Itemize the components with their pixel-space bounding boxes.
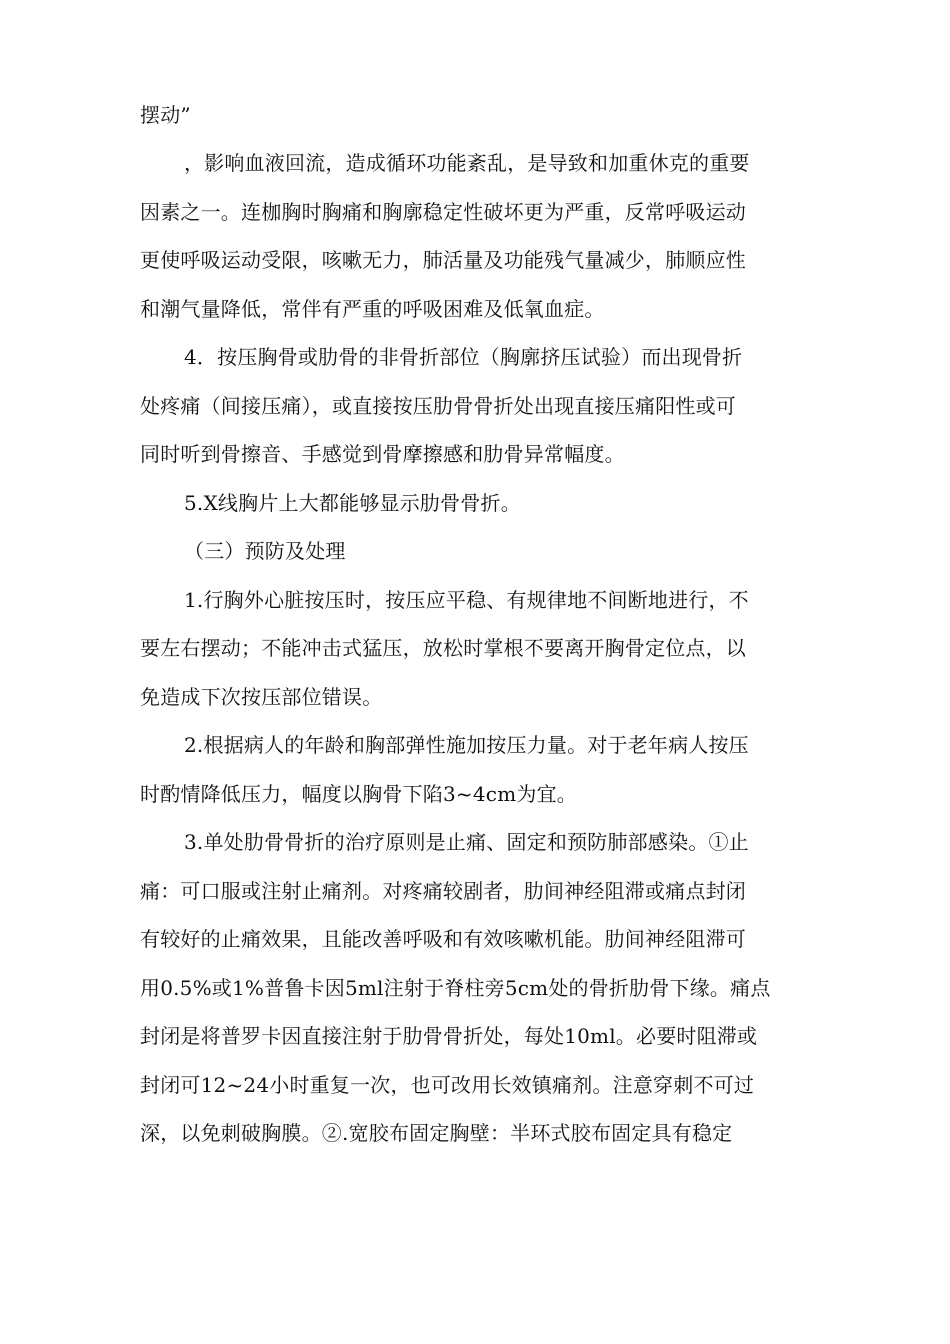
text-line: 和潮气量降低，常伴有严重的呼吸困难及低氧血症。: [140, 297, 605, 321]
text-line: 用0.5%或1%普鲁卡因5ml注射于脊柱旁5cm处的骨折肋骨下缘。痛点: [140, 976, 771, 1000]
text-line: 1.行胸外心脏按压时，按压应平稳、有规律地不间断地进行，不: [184, 588, 749, 612]
text-line: 3.单处肋骨骨折的治疗原则是止痛、固定和预防肺部感染。①止: [184, 830, 749, 854]
text-line: 更使呼吸运动受限，咳嗽无力，肺活量及功能残气量减少，肺顺应性: [140, 248, 746, 272]
text-line: 封闭是将普罗卡因直接注射于肋骨骨折处，每处10ml。必要时阻滞或: [140, 1024, 758, 1048]
text-line: 因素之一。连枷胸时胸痛和胸廓稳定性破坏更为严重，反常呼吸运动: [140, 200, 746, 224]
text-line: 摆动”: [140, 103, 191, 127]
text-line: 封闭可12~24小时重复一次，也可改用长效镇痛剂。注意穿刺不可过: [140, 1073, 755, 1097]
text-line: 痛：可口服或注射止痛剂。对疼痛较剧者，肋间神经阻滞或痛点封闭: [140, 879, 746, 903]
text-line: 时酌情降低压力，幅度以胸骨下陷3~4cm为宜。: [140, 782, 577, 806]
text-line: ，影响血液回流，造成循环功能紊乱，是导致和加重休克的重要: [184, 151, 750, 175]
text-line: 处疼痛（间接压痛），或直接按压肋骨骨折处出现直接压痛阳性或可: [140, 394, 736, 418]
text-line: 深，以免刺破胸膜。②.宽胶布固定胸壁：半环式胶布固定具有稳定: [140, 1121, 733, 1145]
text-line: 4．按压胸骨或肋骨的非骨折部位（胸廓挤压试验）而出现骨折: [184, 345, 743, 369]
text-line: 要左右摆动；不能冲击式猛压，放松时掌根不要离开胸骨定位点，以: [140, 636, 746, 660]
text-line: 免造成下次按压部位错误。: [140, 685, 383, 709]
section-heading: （三）预防及处理: [184, 539, 346, 563]
text-line: 2.根据病人的年龄和胸部弹性施加按压力量。对于老年病人按压: [184, 733, 749, 757]
text-line: 同时听到骨擦音、手感觉到骨摩擦感和肋骨异常幅度。: [140, 442, 625, 466]
text-line: 有较好的止痛效果，且能改善呼吸和有效咳嗽机能。肋间神经阻滞可: [140, 927, 746, 951]
text-line: 5.X线胸片上大都能够显示肋骨骨折。: [184, 491, 521, 515]
